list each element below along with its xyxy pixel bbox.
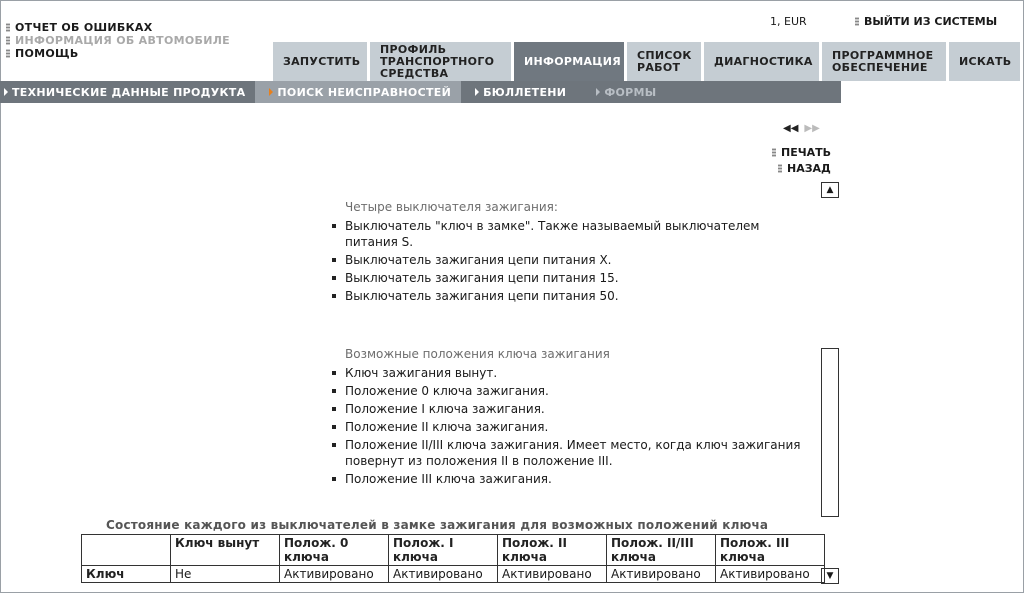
table-title: Состояние каждого из выключателей в замке зажигания для возможных положений ключа [106, 518, 769, 532]
page-navigation [783, 123, 820, 134]
table-header: Полож. 0 ключа [280, 535, 389, 566]
arrow-right-icon [269, 88, 273, 96]
sub-navigation [0, 81, 841, 103]
scroll-up-button[interactable]: ▲ [821, 182, 839, 198]
subnav-troubleshooting[interactable]: ПОИСК НЕИСПРАВНОСТЕЙ [255, 81, 461, 103]
tab-work-list[interactable]: СПИСОК РАБОТ [626, 42, 701, 81]
subnav-forms[interactable]: ФОРМЫ [576, 81, 666, 103]
arrow-right-icon [4, 88, 8, 96]
arrow-right-icon [596, 88, 600, 96]
tab-start[interactable]: ЗАПУСТИТЬ [272, 42, 367, 81]
list-item: Положение III ключа зажигания. [331, 471, 801, 487]
section-title: Четыре выключателя зажигания: [345, 200, 558, 214]
next-page-icon[interactable]: ▶▶ [804, 123, 820, 134]
scroll-down-button[interactable]: ▼ [821, 568, 839, 584]
dots-icon [6, 49, 10, 58]
tab-information[interactable]: ИНФОРМАЦИЯ [513, 42, 624, 81]
list-item: Выключатель зажигания цепи питания X. [331, 252, 801, 268]
arrow-right-icon [475, 88, 479, 96]
dots-icon [772, 148, 776, 157]
subnav-bulletins[interactable]: БЮЛЛЕТЕНИ [461, 81, 576, 103]
table-header: Полож. II ключа [498, 535, 607, 566]
table-cell: Ключ [82, 566, 171, 583]
switch-list [331, 218, 801, 304]
help-link[interactable]: ПОМОЩЬ [6, 47, 230, 60]
list-item: Положение II ключа зажигания. [331, 419, 801, 435]
account-info: 1, EUR [770, 15, 807, 28]
list-item: Ключ зажигания вынут. [331, 365, 801, 381]
error-report-link[interactable]: ОТЧЕТ ОБ ОШИБКАХ [6, 21, 230, 34]
list-item: Выключатель зажигания цепи питания 15. [331, 270, 801, 286]
tab-search[interactable]: ИСКАТЬ [948, 42, 1020, 81]
dots-icon [855, 17, 859, 26]
list-item: Выключатель зажигания цепи питания 50. [331, 288, 801, 304]
scrollbar-thumb[interactable] [821, 348, 839, 517]
tab-vehicle-profile[interactable]: ПРОФИЛЬ ТРАНСПОРТНОГО СРЕДСТВА [369, 42, 511, 81]
list-item: Положение 0 ключа зажигания. [331, 383, 801, 399]
previous-page-icon[interactable]: ◀◀ [783, 123, 799, 134]
list-item: Положение II/III ключа зажигания. Имеет место, когда ключ зажигания повернут из положения II в положение III. [331, 437, 801, 469]
dots-icon [778, 164, 782, 173]
table-cell: Активировано [280, 566, 389, 583]
article-content [331, 199, 801, 489]
table-header-row [82, 535, 825, 566]
table-cell: Активировано [389, 566, 498, 583]
tab-software[interactable]: ПРОГРАММНОЕ ОБЕСПЕЧЕНИЕ [821, 42, 946, 81]
table-row [82, 566, 825, 583]
print-link[interactable]: ПЕЧАТЬ [772, 146, 831, 159]
table-header: Полож. I ключа [389, 535, 498, 566]
table-header: Полож. II/III ключа [607, 535, 716, 566]
key-position-list [331, 365, 801, 487]
list-item: Положение I ключа зажигания. [331, 401, 801, 417]
tab-diagnostics[interactable]: ДИАГНОСТИКА [703, 42, 819, 81]
table-header: Полож. III ключа [716, 535, 825, 566]
top-links [6, 21, 230, 60]
back-link[interactable]: НАЗАД [778, 162, 831, 175]
vehicle-info-link[interactable]: ИНФОРМАЦИЯ ОБ АВТОМОБИЛЕ [6, 34, 230, 47]
table-cell: Активировано [498, 566, 607, 583]
list-item: Выключатель "ключ в замке". Также называемый выключателем питания S. [331, 218, 801, 250]
section-title: Возможные положения ключа зажигания [345, 347, 610, 361]
table-cell: Активировано [607, 566, 716, 583]
dots-icon [6, 23, 10, 32]
dots-icon [6, 36, 10, 45]
table-header: Ключ вынут [171, 535, 280, 566]
table-header [82, 535, 171, 566]
table-cell: Не [171, 566, 280, 583]
table-cell: Активировано [716, 566, 825, 583]
main-tabs [272, 42, 1020, 81]
subnav-tech-data[interactable]: ТЕХНИЧЕСКИЕ ДАННЫЕ ПРОДУКТА [0, 81, 255, 103]
switch-state-table [81, 534, 825, 583]
logout-link[interactable]: ВЫЙТИ ИЗ СИСТЕМЫ [855, 15, 997, 28]
